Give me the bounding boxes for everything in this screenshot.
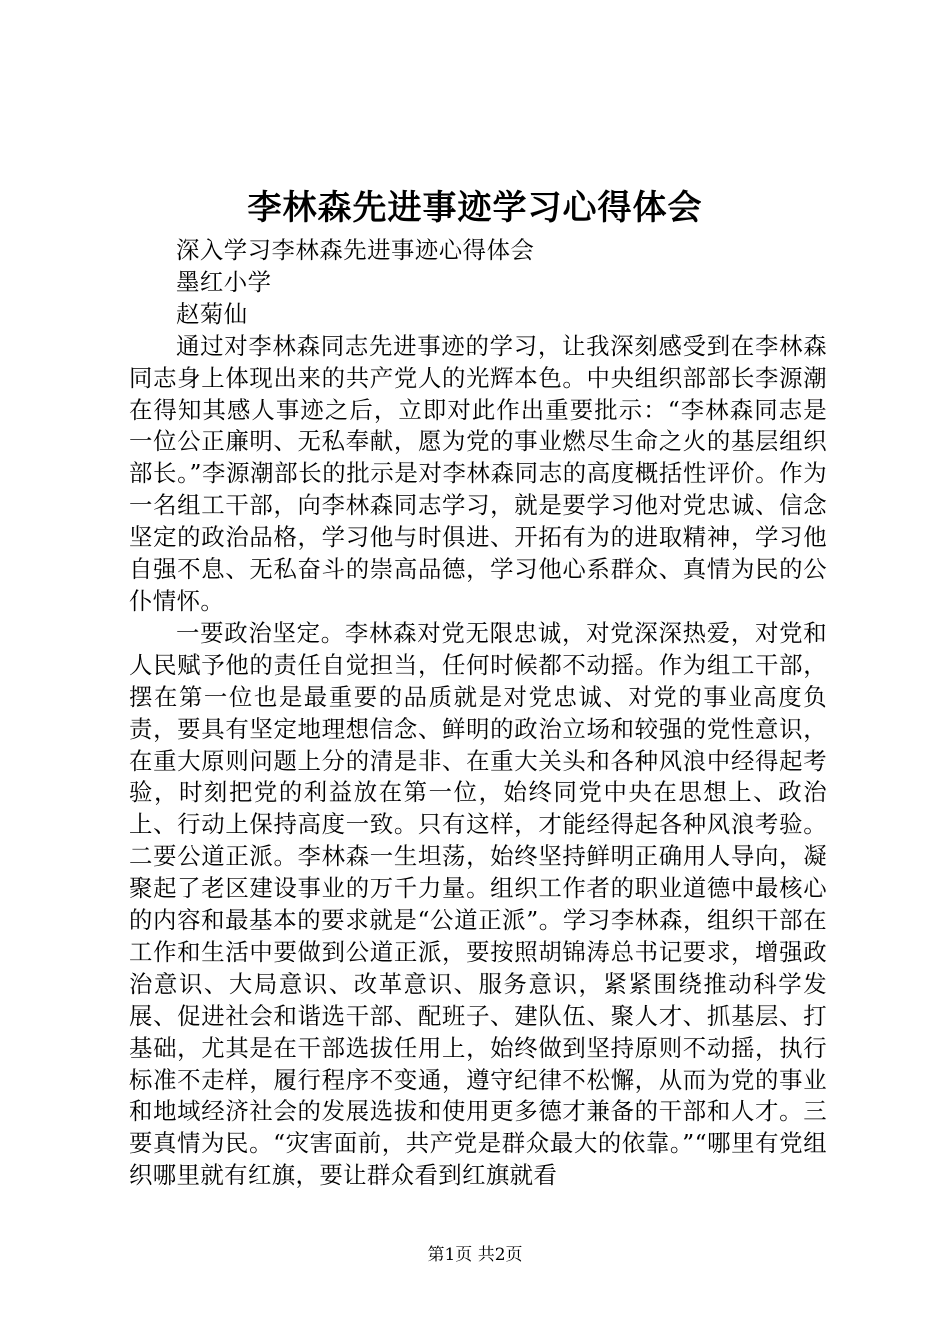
paragraph-1: 通过对李林森同志先进事迹的学习，让我深刻感受到在李林森同志身上体现出来的共产党人的光辉本色。中央组织部部长李源潮在得知其感人事迹之后，立即对此作出重要批示：“李林森同志是一位公正廉明、无私奉献，愿为党的事业燃尽生命之火的基层组织部长。”李源潮部长的批示是对李林森同志的高度概括性评价。作为一名组工干部，向李林森同志学习，就是要学习他对党忠诚、信念坚定的政治品格，学习他与时俱进、开拓有为的进取精神，学习他自强不息、无私奋斗的崇高品德，学习他心系群众、真情为民的公仆情怀。 <box>129 331 827 615</box>
document-title: 李林森先进事迹学习心得体会 <box>247 188 703 228</box>
author-name: 赵菊仙 <box>176 299 248 328</box>
school-name: 墨红小学 <box>176 267 272 296</box>
page-number: 第1页 共2页 <box>427 1245 523 1265</box>
paragraph-2: 一要政治坚定。李林森对党无限忠诚，对党深深热爱，对党和人民赋予他的责任自觉担当，任何时候都不动摇。作为组工干部，摆在第一位也是最重要的品质就是对党忠诚、对党的事业高度负责，要具有坚定地理想信念、鲜明的政治立场和较强的党性意识，在重大原则问题上分的清是非、在重大关头和各种风浪中经得起考验，时刻把党的利益放在第一位，始终同党中央在思想上、政治上、行动上保持高度一致。只有这样，才能经得起各种风浪考验。二要公道正派。李林森一生坦荡，始终坚持鲜明正确用人导向，凝聚起了老区建设事业的万千力量。组织工作者的职业道德中最核心的内容和最基本的要求就是“公道正派”。学习李林森，组织干部在工作和生活中要做到公道正派，要按照胡锦涛总书记要求，增强政治意识、大局意识、改革意识、服务意识，紧紧围绕推动科学发展、促进社会和谐选干部、配班子、建队伍、聚人才、抓基层、打基础，尤其是在干部选拔任用上，始终做到坚持原则不动摇，执行标准不走样，履行程序不变通，遵守纪律不松懈，从而为党的事业和地域经济社会的发展选拔和使用更多德才兼备的干部和人才。三要真情为民。“灾害面前，共产党是群众最大的依靠。”“哪里有党组织哪里就有红旗，要让群众看到红旗就看 <box>129 618 827 1190</box>
subtitle: 深入学习李林森先进事迹心得体会 <box>176 236 535 264</box>
document-body <box>129 235 827 1192</box>
